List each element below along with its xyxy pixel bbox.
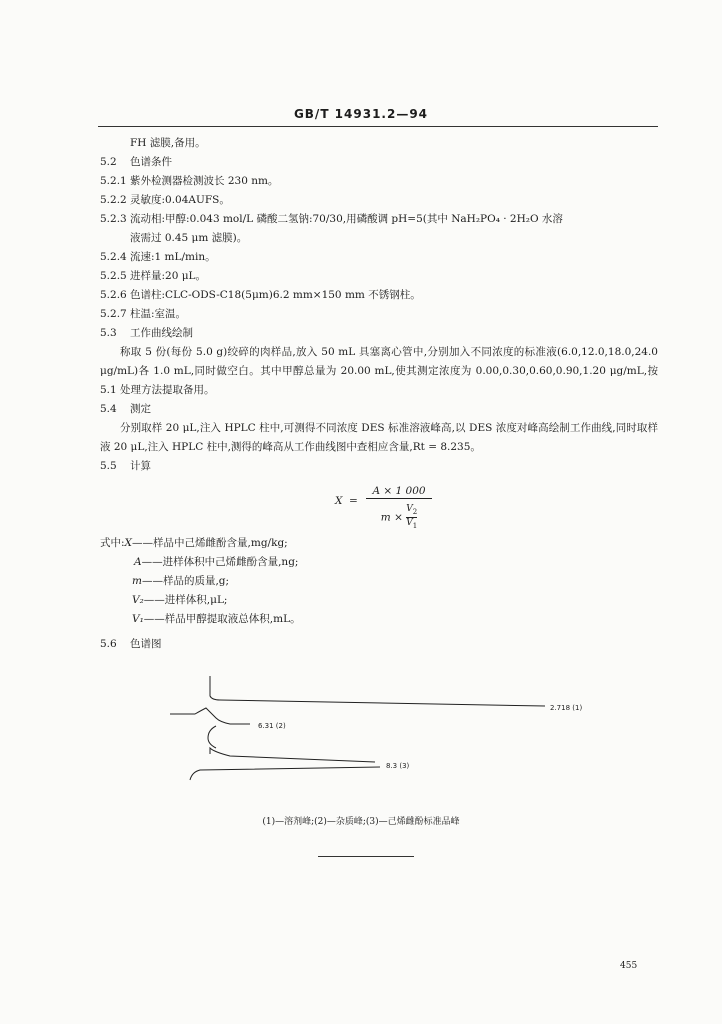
document-body: [100, 134, 658, 654]
figure-caption: (1)—溶剂峰;(2)—杂质峰;(3)—己烯雌酚标准品峰: [262, 817, 460, 827]
text-line: FH 滤膜,备用。: [130, 137, 206, 149]
chromatogram-trace: [210, 676, 545, 706]
footer-rule: [318, 856, 414, 857]
paragraph-5-4: 分别取样 20 μL,注入 HPLC 柱中,可测得不同浓度 DES 标准溶液峰高,以 DES 浓度对峰高绘制工作曲线,同时取样液 20 μL,注入 HPLC 柱中,测得的峰高从工作曲线图中查相应含量,Rt = 8.235。: [100, 422, 658, 453]
chromatogram-trace: [208, 726, 216, 748]
text-line: 5.2.3 流动相:甲醇:0.043 mol/L 磷酸二氢钠:70/30,用磷酸调 pH=5(其中 NaH₂PO₄ · 2H₂O 水溶: [100, 213, 563, 225]
text-line: 液需过 0.45 μm 滤膜)。: [130, 232, 248, 244]
formula-equals: =: [349, 495, 358, 507]
section-heading: 5.3 工作曲线绘制: [100, 327, 193, 339]
formula-numerator: A × 1 000: [372, 485, 426, 497]
section-heading: 5.5 计算: [100, 460, 151, 472]
peak-label-1: 2.718 (1): [550, 704, 583, 712]
text-line: 5.2.7 柱温:室温。: [100, 308, 187, 320]
section-heading: 5.4 测定: [100, 403, 151, 415]
definition-row: V₁——样品甲醇提取液总体积,mL。: [132, 613, 301, 625]
chromatogram-trace: [190, 767, 380, 780]
section-heading: 5.2 色谱条件: [100, 156, 172, 168]
chromatogram: [150, 668, 630, 800]
page-number: 455: [620, 961, 638, 971]
peak-label-2: 6.31 (2): [258, 722, 286, 730]
peak-label-3: 8.3 (3): [386, 762, 410, 770]
paragraph-5-3: 称取 5 份(每份 5.0 g)绞碎的肉样品,放入 50 mL 具塞离心管中,分别加入不同浓度的标准液(6.0,12.0,18.0,24.0 μg/mL)各 1.0 mL,同时做空白。其中甲醇总量为 20.00 mL,使其测定浓度为 0.00,0.30,0.60,0.90,1.20 μg/mL,按 5.1 处理方法提取备用。: [100, 346, 658, 396]
formula-lhs: X: [335, 495, 343, 507]
text-line: 5.2.4 流速:1 mL/min。: [100, 251, 216, 263]
text-line: 5.2.2 灵敏度:0.04AUFS。: [100, 194, 230, 206]
text-line: 5.2.6 色谱柱:CLC-ODS-C18(5μm)6.2 mm×150 mm 不锈钢柱。: [100, 289, 421, 301]
definition-row: V₂——进样体积,μL;: [132, 594, 228, 606]
formula-denominator: $m \times V_2$ $V_1$: [380, 504, 418, 530]
definition-row: m——样品的质量,g;: [132, 575, 230, 587]
section-heading: 5.6 色谱图: [100, 638, 162, 650]
definition-row: A——进样体积中己烯雌酚含量,ng;: [134, 556, 299, 568]
formula: [100, 480, 658, 530]
definition-row: 式中:X——样品中己烯雌酚含量,mg/kg;: [100, 537, 288, 549]
fraction-bar: [366, 498, 432, 499]
chromatogram-trace: [170, 708, 250, 724]
header-rule: [98, 126, 658, 127]
standard-header: GB/T 14931.2—94: [293, 107, 429, 121]
text-line: 5.2.1 紫外检测器检测波长 230 nm。: [100, 175, 279, 187]
text-line: 5.2.5 进样量:20 μL。: [100, 270, 207, 282]
chromatogram-trace: [210, 748, 375, 762]
variable-definitions: [100, 534, 658, 629]
